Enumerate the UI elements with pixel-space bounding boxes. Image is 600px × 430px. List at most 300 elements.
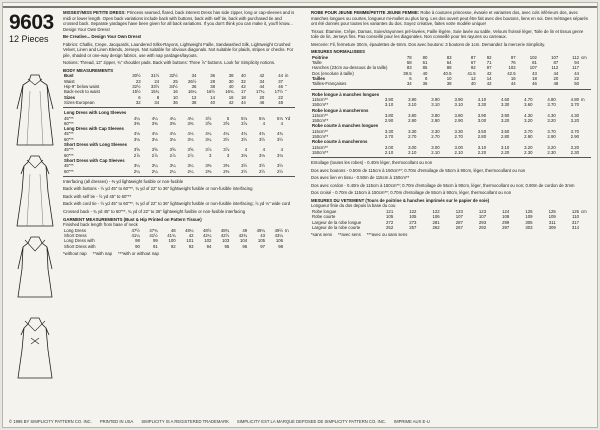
legend-item: SIMPLICITY IS A REGISTERED TRADEMARK: [141, 419, 229, 424]
top-rule: [3, 6, 597, 8]
table-cell: 3.10: [454, 102, 463, 108]
row-label: 150cm**: [312, 133, 329, 139]
table-cell: 46: [532, 81, 537, 87]
table-cell: 104: [239, 238, 248, 244]
table-cell: 43: [532, 70, 537, 76]
note-line: Dos avec lien en tissu - 0.50m de 115cm à 150cm**: [311, 175, 410, 181]
table-cell: 4¼: [133, 115, 140, 121]
table-cell: 2¼: [133, 168, 140, 174]
table-cell: 3¼: [205, 136, 212, 142]
table-cell: 90: [135, 243, 140, 249]
row-label: 115cm**: [312, 112, 328, 118]
vetement-sub: Longueur finie du dos depuis la base du cou: [311, 203, 396, 209]
table-cell: 44: [259, 84, 265, 90]
table-row: [63, 100, 295, 105]
unit-cell: [284, 244, 295, 249]
unit-cell: [284, 100, 295, 105]
legend-item: IMPRIME AUX E-U: [393, 419, 430, 424]
table-cell: 3.90: [500, 112, 510, 118]
table-cell: 121: [386, 209, 394, 214]
table-cell: 281: [432, 219, 440, 225]
section-heading: Robe courte à mancherons: [312, 139, 368, 145]
garment-measurements-table: [63, 228, 295, 249]
table-cell: 2¼: [187, 168, 194, 174]
table-cell: 98: [278, 243, 283, 249]
table-cell: 36: [422, 81, 428, 87]
table-cell: 97: [510, 54, 516, 60]
unit-cell: ": [285, 89, 287, 95]
right-intro: Robe à coutures princesse, évasée et variantes dos, avec cols inférieurs dos, avec manches longues ou courtes, longueur mi-mollet ou plus long. Les dos ouvert peut être fait avec des boutons, liens en soi. Des métrages séparés ont été donnés pour toutes les variantes du dos. Soyez créative, faites votre modèle unique!: [311, 10, 589, 27]
table-cell: 44: [553, 70, 559, 76]
table-cell: 48¼: [185, 227, 194, 233]
mesures-table: [311, 55, 591, 87]
table-cell: 3.90: [384, 96, 394, 102]
table-cell: 36: [191, 84, 197, 90]
row-label: 60"**: [64, 152, 74, 158]
garment-heading: GARMENT MEASUREMENTS (Bust & Hip Printed on Pattern Tissue): [63, 216, 202, 222]
table-cell: 3.20: [547, 144, 556, 150]
table-cell: 311: [548, 219, 556, 225]
legend-item: *sans sens: [311, 232, 333, 238]
table-cell: 83: [446, 54, 452, 60]
row-label: Hanches (23cm au-dessous de la taille): [312, 65, 388, 71]
table-cell: 15¾: [150, 89, 160, 95]
table-cell: 25: [173, 78, 178, 84]
table-cell: 2.30: [524, 149, 533, 155]
table-cell: 106: [432, 214, 440, 220]
table-cell: 112: [551, 65, 559, 71]
table-cell: 3½: [223, 136, 230, 142]
legend-item: © 1995 BY SIMPLICITY PATTERN CO. INC.: [9, 419, 92, 424]
left-notes: [63, 179, 295, 215]
section-heading: Robe courte à manches longues: [312, 123, 379, 129]
table-cell: 2¼: [151, 168, 158, 174]
table-cell: 76: [510, 60, 516, 66]
table-cell: 2.70: [408, 133, 417, 139]
legend-fr: [311, 232, 591, 238]
table-cell: 32: [135, 99, 141, 105]
tissus-text: Tissus: Étamine, Crêpe, Damas, Soies/rayonnes pré-lavées, Faille légère, Soie lavée au sable, Velours froissé léger, Toile de lin et tissus genre toile de lin, Jerseys fins. Pas conseillé pour les diagonales. Non conseillé pour les rayures ou carreaux.: [311, 28, 584, 40]
table-cell: 16: [228, 94, 234, 100]
table-cell: 3.30: [384, 128, 394, 134]
table-cell: 3½: [277, 163, 283, 169]
unit-cell: In: [285, 227, 289, 233]
table-cell: 8: [425, 76, 428, 82]
table-cell: 3.60: [524, 102, 533, 108]
table-cell: 4: [280, 120, 283, 126]
table-cell: 4: [280, 147, 283, 153]
table-cell: 14: [210, 94, 215, 100]
table-cell: 2.20: [477, 149, 487, 155]
table-cell: 4¼: [205, 131, 212, 137]
table-cell: 4: [262, 120, 265, 126]
piece-count: 12 Pieces: [9, 34, 49, 44]
row-label: 150cm**: [312, 118, 329, 124]
row-label: Dos (encolure à taille): [312, 70, 354, 76]
table-cell: 85: [422, 65, 428, 71]
left-intro-2: Be Creative... Design Your Own Dress!: [63, 34, 142, 40]
table-cell: 42: [188, 232, 194, 238]
table-cell: 2.90: [547, 133, 556, 139]
rule-divider: [311, 157, 591, 158]
table-cell: 3¼: [133, 163, 140, 169]
table-cell: 2.10: [408, 149, 417, 155]
table-cell: 3.20: [524, 118, 533, 124]
unit-cell: cm: [581, 54, 587, 60]
row-label: 60"**: [64, 136, 74, 142]
vetement-table: [311, 209, 591, 230]
garment-sub: Finished back length from base of neck: [63, 222, 138, 228]
table-cell: 2.70: [454, 133, 463, 139]
table-cell: 58: [406, 60, 412, 66]
table-cell: 16: [173, 89, 178, 95]
table-cell: 3⅛: [241, 152, 248, 158]
table-cell: 32: [240, 78, 246, 84]
table-cell: 40: [470, 81, 476, 87]
table-cell: 3.20: [570, 118, 579, 124]
row-label: Short Dress: [64, 232, 87, 238]
table-cell: 3.10: [477, 144, 487, 150]
row-label: Long Dress with: [64, 238, 95, 244]
table-cell: 48½: [203, 227, 212, 233]
table-cell: 3.30: [408, 128, 417, 134]
table-cell: 28: [210, 78, 215, 84]
row-label: Robe longue: [312, 209, 337, 214]
table-cell: 106: [275, 238, 283, 244]
row-label: Hip-9" below waist: [64, 84, 100, 90]
unit-cell: [580, 81, 591, 86]
table-row: [63, 169, 295, 174]
table-cell: 3.90: [408, 96, 417, 102]
table-cell: 100: [168, 238, 176, 244]
table-cell: 3¼: [187, 163, 194, 169]
table-cell: 3⅛: [169, 136, 176, 142]
table-cell: 105: [409, 214, 417, 220]
table-cell: 49½: [274, 227, 283, 233]
table-cell: 107: [551, 54, 559, 60]
table-cell: 40: [422, 70, 428, 76]
table-cell: 4¾: [241, 131, 248, 137]
table-cell: 16: [510, 76, 516, 82]
note-line: Entoilage (toutes les robes) - 0.40m léger, thermocollant ou non: [311, 160, 433, 166]
table-cell: 44: [240, 99, 246, 105]
table-cell: 23: [135, 78, 141, 84]
table-cell: 3.20: [570, 144, 579, 150]
table-cell: 80: [422, 54, 428, 60]
table-cell: 81: [532, 60, 537, 66]
row-label: 115cm**: [312, 96, 328, 102]
table-cell: 43¼: [274, 232, 283, 238]
table-cell: 99: [152, 238, 158, 244]
table-cell: 12: [470, 76, 476, 82]
unit-cell: [580, 225, 591, 230]
table-cell: 3⅝: [133, 147, 140, 153]
table-cell: 16¼: [188, 89, 197, 95]
table-cell: 3⅛: [151, 136, 158, 142]
table-cell: 2.80: [477, 133, 487, 139]
table-cell: 117: [572, 65, 579, 71]
rule-divider: [63, 107, 295, 108]
pattern-number: 9603: [9, 11, 54, 34]
row-label: Long Dress: [64, 227, 86, 233]
table-cell: 40: [210, 99, 215, 105]
table-cell: 92: [486, 54, 492, 60]
table-cell: 3: [208, 152, 212, 158]
table-cell: 17: [240, 89, 246, 95]
table-row: [311, 225, 591, 230]
table-cell: 125: [525, 209, 533, 214]
note-line: Back with self tie - ½ yd 45" to 60"**: [63, 193, 132, 199]
table-cell: 48: [170, 227, 176, 233]
row-label: Bust: [64, 73, 74, 79]
note-line: Dos croisé - 0.70m de 115cm à 150cm**; 0.70m d'entoilage de 55cm à 90cm, léger, thermocollant ou non: [311, 190, 512, 196]
legend-item: PRINTED IN USA: [99, 419, 134, 424]
unit-cell: [580, 150, 591, 155]
table-cell: 272: [386, 219, 394, 225]
legend-item: SIMPLICITY EST LA MARQUE DEPOSEE DE SIMPLICITY PATTERN CO. INC.: [236, 419, 386, 424]
table-cell: 3⅛: [187, 136, 194, 142]
table-cell: 3⅞: [241, 120, 248, 126]
section-heading: Robe longue à mancherons: [312, 107, 369, 113]
table-cell: 46: [278, 84, 283, 90]
table-cell: 123: [455, 209, 463, 214]
pattern-envelope-back: [2, 2, 598, 428]
table-cell: 48: [278, 99, 283, 105]
table-cell: 34: [154, 99, 160, 105]
table-cell: 3.00: [454, 144, 463, 150]
dress-view-c-drawing: [13, 233, 57, 311]
table-cell: 4.70: [524, 96, 533, 102]
table-cell: 42: [486, 70, 492, 76]
table-cell: 102: [529, 54, 537, 60]
table-cell: 20: [553, 76, 559, 82]
table-cell: 12: [191, 94, 197, 100]
table-cell: 42: [486, 81, 492, 87]
table-cell: 4.80: [570, 96, 579, 102]
table-cell: 3½: [241, 163, 248, 169]
yardage-table: [63, 110, 295, 174]
table-cell: 34: [406, 81, 412, 87]
table-cell: 2.70: [431, 133, 440, 139]
table-cell: 102: [508, 65, 516, 71]
table-cell: 42: [240, 84, 246, 90]
vetement-heading: MESURES DU VETEMENT (Tours de poitrine & hanches imprimés sur le papier de soie): [311, 197, 490, 203]
section-heading: Long Dress with Long Sleeves: [64, 110, 127, 116]
table-cell: 36: [210, 73, 215, 79]
table-cell: 2⅞: [151, 152, 158, 158]
table-cell: 4.30: [524, 112, 533, 118]
body-measurements-heading: BODY MEASUREMENTS: [63, 67, 114, 73]
table-cell: 92: [170, 243, 176, 249]
table-cell: 3½: [259, 163, 265, 169]
table-cell: 61: [422, 60, 428, 66]
table-cell: 4.80: [547, 96, 556, 102]
table-cell: 2⅞: [133, 152, 140, 158]
table-cell: 87: [553, 60, 559, 66]
table-cell: 46: [259, 99, 265, 105]
unit-cell: ": [285, 84, 287, 90]
table-cell: 47½: [131, 227, 140, 233]
table-cell: 3.70: [570, 128, 579, 134]
table-cell: 15½: [132, 89, 141, 95]
table-cell: 2.30: [547, 149, 556, 155]
table-cell: 3.80: [408, 112, 417, 118]
table-cell: 102: [204, 238, 212, 244]
table-cell: 83: [406, 65, 412, 71]
table-cell: 4⅛: [151, 131, 158, 137]
table-cell: 3.00: [384, 144, 394, 150]
table-cell: 78: [406, 54, 412, 60]
table-cell: 40: [240, 73, 246, 79]
row-label: Tailles: [312, 76, 326, 82]
table-cell: 4: [244, 147, 248, 153]
table-cell: 2.90: [431, 118, 440, 124]
table-cell: 34½: [169, 84, 178, 90]
table-cell: 4.30: [547, 112, 556, 118]
table-cell: 48¾: [220, 227, 230, 233]
table-cell: 305: [525, 219, 533, 225]
table-cell: 2.90: [454, 118, 463, 124]
table-cell: 4.60: [500, 96, 510, 102]
table-cell: 10: [446, 76, 452, 82]
table-cell: 18: [532, 76, 537, 82]
table-cell: 42: [259, 73, 265, 79]
table-cell: 4¼: [223, 131, 230, 137]
row-label: 150cm**: [312, 102, 329, 108]
table-cell: 4.30: [570, 112, 579, 118]
table-cell: 93: [188, 243, 194, 249]
row-label: 150cm**: [312, 149, 329, 155]
table-cell: 6: [409, 76, 412, 82]
table-cell: 2.30: [570, 149, 579, 155]
french-column: [311, 10, 591, 412]
table-cell: 41¾: [167, 232, 176, 238]
table-cell: 17½: [274, 89, 283, 95]
table-cell: 49¼: [256, 227, 265, 233]
table-cell: 42.5: [507, 70, 516, 76]
table-cell: 39.5: [403, 70, 412, 76]
right-notes: [311, 160, 591, 196]
row-label: 45"**: [64, 147, 74, 153]
table-cell: 3.50: [500, 128, 510, 134]
row-label: Largeur de la robe longue: [312, 219, 362, 225]
table-cell: 67: [470, 60, 476, 66]
table-cell: 105: [257, 238, 265, 244]
unit-cell: [284, 169, 295, 174]
row-label: 45"**: [64, 163, 74, 169]
table-cell: 4⅛: [133, 131, 140, 137]
table-cell: 43: [260, 232, 265, 238]
table-cell: 262: [432, 224, 440, 230]
table-cell: 3.70: [524, 128, 533, 134]
table-cell: 40: [228, 84, 234, 90]
table-cell: 31½: [150, 73, 160, 79]
table-cell: 41½: [149, 232, 158, 238]
table-cell: 3.70: [547, 128, 556, 134]
table-cell: 92: [470, 65, 476, 71]
table-cell: 2.90: [570, 133, 579, 139]
table-cell: 8: [156, 94, 160, 100]
note-line: Dos avec boutons - 0.50m de 115cm à 150cm**; 0.70m d'entoilage de 55cm à 90cm, léger, thermocollant ou non: [311, 167, 526, 173]
table-cell: 122: [409, 209, 417, 214]
table-cell: 3.30: [454, 128, 463, 134]
table-cell: 122: [432, 209, 440, 214]
table-cell: 5⅛: [259, 115, 265, 121]
legend-item: **avec sens: [338, 232, 361, 238]
table-cell: 4¾: [259, 131, 265, 137]
table-cell: 108: [502, 214, 510, 220]
table-cell: 38: [210, 84, 215, 90]
section-heading: Robe longue à manches longues: [312, 91, 380, 97]
row-label: Poitrine: [312, 54, 328, 60]
section-heading: Short Dress with Cap Sleeves: [64, 157, 125, 163]
legend-item: **with nap: [92, 250, 113, 256]
table-cell: 4¼: [151, 115, 158, 121]
notions-text: Notions: Thread, 12" zipper, ¾" shoulder pads. Back with buttons: Three ⅞" buttons. Look for Simplicity notions.: [63, 60, 276, 66]
table-cell: 2½: [277, 168, 283, 174]
table-cell: 3½: [259, 136, 265, 142]
table-cell: 94: [574, 60, 579, 66]
table-cell: 3⅛: [277, 152, 283, 158]
table-cell: 97: [260, 243, 265, 249]
table-cell: 2.80: [500, 133, 510, 139]
table-cell: 38: [228, 73, 234, 79]
table-cell: 257: [409, 224, 417, 230]
table-cell: 98: [135, 238, 140, 244]
table-cell: 18: [240, 94, 246, 100]
row-label: 60"**: [64, 168, 74, 174]
table-cell: 42: [228, 99, 234, 105]
table-cell: 3⅝: [223, 120, 230, 126]
table-cell: 3.70: [547, 102, 556, 108]
table-cell: 2.90: [384, 118, 394, 124]
table-cell: 30: [228, 78, 234, 84]
table-cell: 4.10: [477, 96, 487, 102]
table-cell: 42¾: [238, 232, 248, 238]
table-cell: 16½: [206, 89, 215, 95]
section-heading: Short Dress with Long Sleeves: [64, 142, 128, 148]
table-cell: 44: [510, 81, 516, 87]
table-cell: 107: [455, 214, 463, 220]
table-cell: 48: [553, 81, 559, 87]
table-cell: 50: [574, 81, 579, 87]
table-cell: 3.30: [431, 128, 440, 134]
table-cell: 24: [154, 78, 160, 84]
metrage-table: [311, 92, 591, 156]
row-label: Sizes-European: [64, 99, 95, 105]
rule-divider: [311, 89, 591, 90]
table-cell: 95: [224, 243, 230, 249]
table-cell: 4: [262, 147, 265, 153]
table-cell: 292: [478, 224, 487, 230]
table-cell: 42½: [220, 232, 230, 238]
table-cell: 105: [386, 214, 394, 220]
table-cell: 309: [548, 224, 556, 230]
table-cell: 30½: [132, 73, 141, 79]
table-cell: 38: [446, 81, 452, 87]
english-column: [63, 10, 295, 412]
body-measurements-table: [63, 73, 295, 105]
row-label: 45"**: [64, 131, 74, 137]
table-row: [311, 81, 591, 86]
table-cell: 3.80: [431, 112, 440, 118]
note-line: Back with cord tie - ½ yd 45" to 60"**, ¾ yd of 22" to 36" lightweight fusible or non-fusible interfacing; ⅞ yd ⅛" wide cord: [63, 201, 291, 207]
table-cell: 97: [486, 65, 492, 71]
table-cell: 6: [138, 94, 141, 100]
table-cell: 3¼: [151, 163, 158, 169]
table-cell: 49: [242, 227, 248, 233]
table-cell: 2.90: [408, 118, 417, 124]
